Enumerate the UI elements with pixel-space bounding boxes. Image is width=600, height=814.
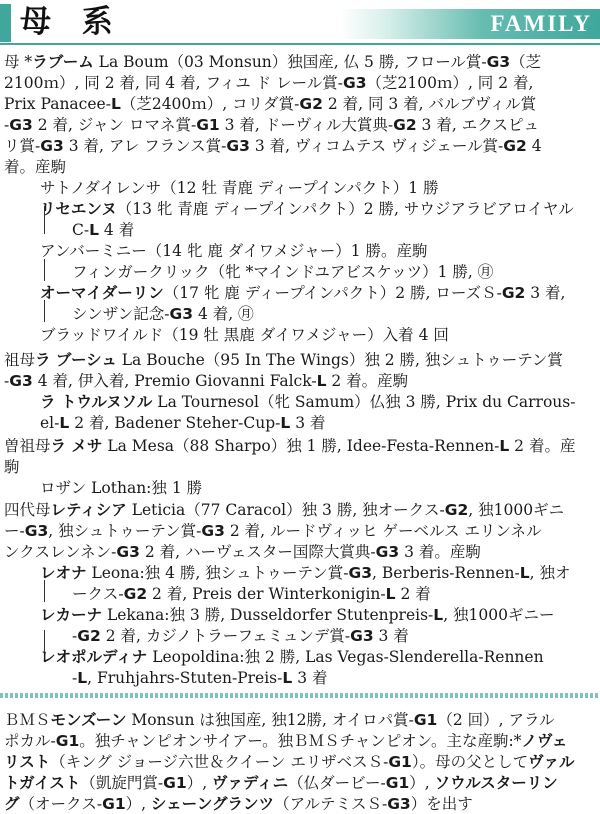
text: 2 着。産: [509, 437, 576, 455]
text-line: [4, 136, 542, 156]
text-line: [4, 52, 541, 72]
text-line: [40, 478, 202, 498]
text-line: [40, 178, 439, 198]
bold-text: G1: [163, 774, 187, 792]
text: 2100ｍ）, 同 2 着, 同 4 着, フィユ ド レール賞-: [4, 74, 343, 92]
bold-text: L: [110, 95, 121, 113]
section-title: 母 系: [20, 4, 123, 40]
text: （仏ダービー-: [288, 774, 386, 792]
bold-text: G2: [444, 501, 469, 519]
tree-line: [44, 259, 45, 281]
tree-line: [44, 580, 45, 602]
text-line: [40, 392, 575, 412]
text: -: [72, 669, 78, 687]
bold-text: G3: [226, 137, 250, 155]
text: Leticia（77 Caracol）独 3 勝, 独オークス-: [126, 501, 445, 519]
text-line: [72, 668, 327, 688]
text: 着。産駒: [4, 158, 67, 176]
bold-text: ソウルスターリン: [434, 774, 558, 792]
text-line: [40, 563, 570, 583]
bold-text: G3: [375, 543, 400, 561]
text: ＢＭＳ: [4, 711, 51, 729]
text: , 独1000ギニー: [443, 606, 555, 624]
bold-text: G3: [9, 372, 33, 390]
text: -: [4, 372, 10, 390]
bold-text: L: [77, 669, 88, 687]
text-line: [40, 605, 555, 625]
text-line: [40, 325, 449, 345]
text-line: [4, 94, 536, 114]
bold-text: G3: [486, 53, 511, 71]
text: -: [72, 627, 78, 645]
text: 2 着, ルードヴィッヒ ゲーベルス エリンネル: [224, 522, 542, 540]
text-line: [40, 413, 326, 433]
text-line: [4, 752, 574, 772]
text: 3 着, アレ フランス賞-: [63, 137, 227, 155]
text-line: [4, 436, 575, 456]
text: 。独チャンピオンサイアー。独ＢＭＳチャンピオン。主な産駒:*: [79, 732, 522, 750]
text-line: [4, 350, 563, 370]
tree-line: [44, 630, 45, 652]
bold-text: G1: [413, 711, 438, 729]
text: Lekana:独 3 勝, Dusseldorfer Stutenpreis-: [102, 606, 434, 624]
text: 3 着,: [525, 284, 566, 302]
text: ）を出す: [410, 795, 473, 813]
text: Monsun は独国産, 独12勝, オイロパ賞-: [126, 711, 414, 729]
bold-text: G2: [393, 116, 417, 134]
text: 3 着, ヴィコムテス ヴィジェール賞-: [249, 137, 504, 155]
text: 3 着, エクスピュ: [416, 116, 540, 134]
bold-text: シェーングランツ: [150, 795, 275, 813]
bold-text: G3: [350, 627, 374, 645]
text: ブラッドワイルド（19 牡 黒鹿 ダイワメジャー）入着 4 回: [40, 326, 449, 344]
bold-text: G3: [348, 564, 373, 582]
text: （2 回）, アラル: [437, 711, 555, 729]
text-line: [4, 521, 541, 541]
text-line: [4, 73, 533, 93]
text: シンザン記念-: [72, 305, 170, 323]
bold-text: L: [59, 414, 70, 432]
text-line: [72, 304, 254, 324]
text: , Fruhjahrs-Stuten-Preis-: [87, 669, 283, 687]
text: ンクスレンネン-: [4, 543, 117, 561]
text: ）,: [409, 774, 435, 792]
text: ロザン Lothan:独 1 勝: [40, 479, 203, 497]
text: La Mesa（88 Sharpo）独 1 勝, Idee-Festa-Rennen-: [102, 437, 500, 455]
bold-text: G2: [503, 137, 527, 155]
bold-text: L: [316, 372, 327, 390]
text: La Tournesol（牝 Samum）仏独 3 勝, Prix du Carrous-: [152, 393, 576, 411]
text: ）,: [125, 795, 151, 813]
text: ）,: [186, 774, 213, 792]
text: , Berberis-Rennen-: [372, 564, 520, 582]
text: 2 着, Preis der Winterkonigin-: [147, 585, 386, 603]
text: 2 着, ジャン ロマネ賞-: [32, 116, 197, 134]
bold-text: G2: [299, 95, 323, 113]
text: （アルテミスＳ-: [274, 795, 388, 813]
text: 4: [526, 137, 542, 155]
text: , 独オ: [529, 564, 571, 582]
text: サトノダイレンサ（12 牡 青鹿 ディープインパクト）1 勝: [40, 179, 439, 197]
text: 駒: [4, 458, 20, 476]
text: 4 着: [99, 221, 135, 239]
text: Leopoldina:独 2 勝, Las Vegas-Slenderella-Rennen: [147, 648, 544, 666]
bold-text: L: [89, 221, 99, 239]
text: 祖母: [4, 351, 36, 369]
text: フィンガークリック（牝 *マインドユアビスケッツ）1 勝, ㊊: [72, 263, 494, 281]
bold-text: L: [519, 564, 530, 582]
text: 2 着, カジノトラーフェミュンデ賞-: [100, 627, 351, 645]
bold-text: ラ ブーシュ: [35, 351, 117, 369]
bold-text: ヴァル: [528, 753, 575, 771]
text: 2 着。産駒: [326, 372, 409, 390]
text: ）。母の父として: [411, 753, 529, 771]
bold-text: レカーナ: [40, 606, 103, 624]
text: 2 着, ハーヴェスター国際大賞典-: [139, 543, 376, 561]
text: 3 着。産駒: [399, 543, 481, 561]
bold-text: レオポルディナ: [40, 648, 148, 666]
text-line: [4, 710, 555, 730]
bold-text: モンズーン: [50, 711, 127, 729]
text: （凱旋門賞-: [80, 774, 164, 792]
text: ポカル-: [4, 732, 56, 750]
text-line: [4, 773, 558, 793]
text: 曽祖母: [4, 437, 51, 455]
bold-text: トガイスト: [4, 774, 81, 792]
text: 3 着: [290, 414, 326, 432]
bold-text: オーマイダーリン: [40, 284, 164, 302]
text: 母 *: [4, 53, 33, 71]
bold-text: L: [385, 585, 396, 603]
text: （芝2100ｍ）, 同 2 着,: [366, 74, 534, 92]
bold-text: レティシア: [50, 501, 127, 519]
text: ー-: [4, 522, 25, 540]
bold-text: リセエンヌ: [40, 200, 117, 218]
text: 4 着, 伊入着, Premio Giovanni Falck-: [32, 372, 317, 390]
text-line: [4, 794, 473, 814]
text-line: [4, 542, 481, 562]
text-line: [72, 220, 134, 240]
text-line: [4, 731, 567, 751]
text: 4 着, ㊊: [193, 305, 254, 323]
text: , 独シュトゥーテン賞-: [48, 522, 202, 540]
text: La Boum（03 Monsun）独国産, 仏 5 勝, フロール賞-: [93, 53, 487, 71]
bold-text: G3: [387, 795, 411, 813]
text: （キング ジョージ六世＆クイーン エリザベスＳ-: [50, 753, 389, 771]
bold-text: L: [499, 437, 510, 455]
bold-text: G1: [55, 732, 80, 750]
bold-text: L: [282, 669, 293, 687]
bold-text: G1: [196, 116, 220, 134]
bold-text: ラ トウルヌソル: [40, 393, 153, 411]
text: アンバーミニー（14 牝 鹿 ダイワメジャー）1 勝。産駒: [40, 242, 428, 260]
family-header: [0, 0, 600, 46]
text: 3 着, ドーヴィル大賞典-: [219, 116, 394, 134]
text-line: [72, 584, 431, 604]
header-accent-bar: [0, 4, 11, 42]
bold-text: ヴァディニ: [212, 774, 289, 792]
text-line: [4, 371, 408, 391]
bold-text: G3: [342, 74, 367, 92]
text: C-: [72, 221, 90, 239]
text: el-: [40, 414, 60, 432]
text: , 独1000ギニ: [468, 501, 565, 519]
section-title-english: FAMILY: [490, 11, 592, 36]
text-line: [40, 199, 574, 219]
bold-text: L: [280, 414, 291, 432]
text: 3 着: [292, 669, 328, 687]
text: 2 着, 同 3 着, バルブヴィル賞: [322, 95, 537, 113]
bold-text: G3: [9, 116, 33, 134]
text-line: [4, 115, 539, 135]
text: （芝: [510, 53, 542, 71]
bold-text: ラ メサ: [50, 437, 103, 455]
text: リ賞-: [4, 137, 41, 155]
text: Prix Panacee-: [4, 95, 111, 113]
text-line: [72, 262, 493, 282]
text: Leona:独 4 勝, 独シュトゥーテン賞-: [86, 564, 349, 582]
text: La Bouche（95 In The Wings）独 2 勝, 独シュトゥーテン賞: [116, 351, 563, 369]
bold-text: G2: [77, 627, 101, 645]
bold-text: レオナ: [40, 564, 87, 582]
text: （芝2400ｍ）, コリダ賞-: [120, 95, 300, 113]
text: -: [4, 116, 10, 134]
text: 2 着: [395, 585, 431, 603]
bold-text: G1: [388, 753, 412, 771]
bold-text: G3: [201, 522, 225, 540]
text: （17 牝 鹿 ディープインパクト）2 勝, ローズＳ-: [163, 284, 502, 302]
text: 四代母: [4, 501, 51, 519]
text: ークス-: [72, 585, 124, 603]
text-line: [40, 283, 566, 303]
bold-text: G3: [169, 305, 194, 323]
bold-text: L: [433, 606, 444, 624]
text-line: [4, 500, 564, 520]
text-line: [40, 647, 544, 667]
text: （オークス-: [19, 795, 103, 813]
bold-text: G3: [24, 522, 49, 540]
bold-text: G2: [501, 284, 526, 302]
tree-line: [44, 206, 45, 234]
text-line: [40, 241, 428, 261]
bold-text: グ: [4, 795, 20, 813]
text: （13 牝 青鹿 ディープインパクト）2 勝, サウジアラビアロイヤル: [116, 200, 574, 218]
bold-text: G1: [102, 795, 126, 813]
tree-line: [44, 300, 45, 322]
bold-text: G1: [385, 774, 410, 792]
bold-text: G3: [116, 543, 140, 561]
bold-text: G2: [123, 585, 148, 603]
bold-text: G3: [40, 137, 64, 155]
text-line: [72, 626, 409, 646]
text: 3 着: [373, 627, 409, 645]
header-rule: [0, 43, 600, 45]
text-line: [4, 457, 20, 477]
text: 2 着, Badener Steher-Cup-: [69, 414, 281, 432]
text-line: [4, 157, 66, 177]
bold-text: ノヴェ: [521, 732, 568, 750]
bold-text: リスト: [4, 753, 51, 771]
bold-text: ラブーム: [32, 53, 94, 71]
section-divider: [0, 693, 600, 698]
